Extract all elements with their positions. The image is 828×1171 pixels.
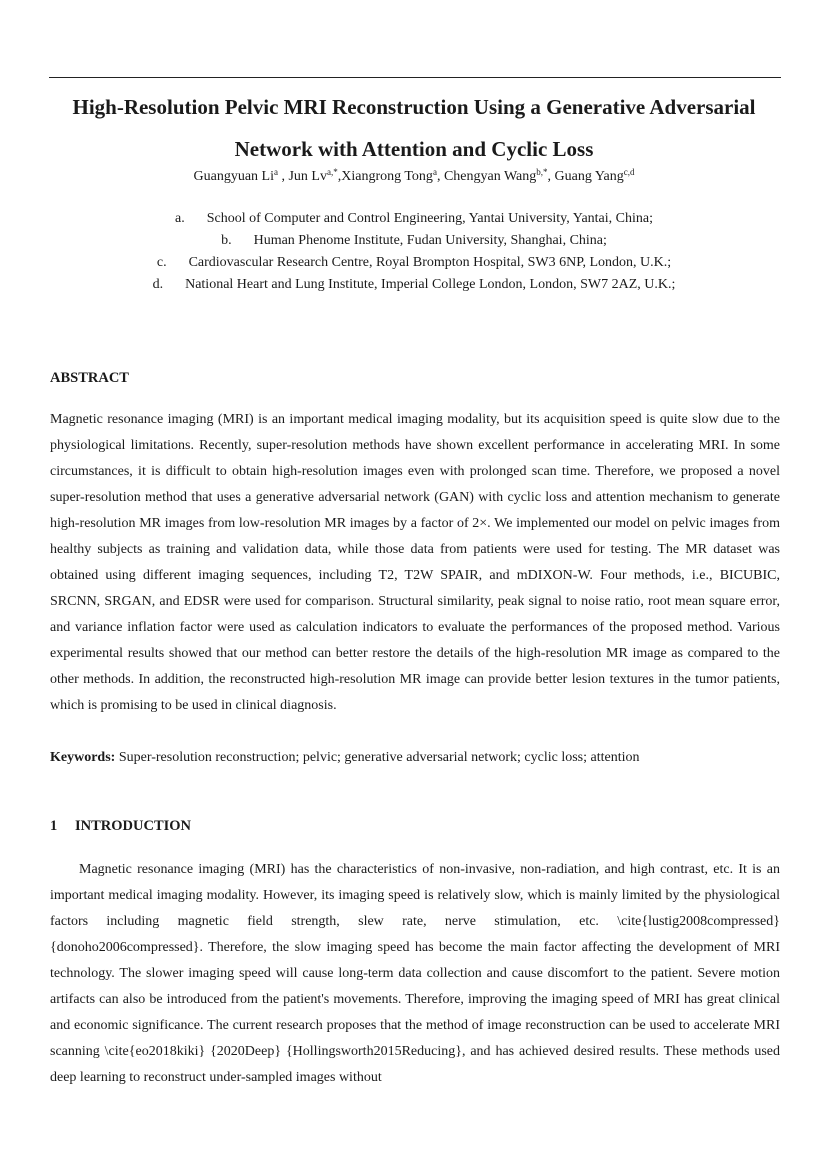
keywords — [50, 746, 780, 770]
affiliation-marker: b. — [221, 233, 232, 248]
author-name: Xiangrong Tong — [341, 169, 433, 184]
author-superscript: a — [273, 167, 278, 177]
author-separator: , — [436, 169, 444, 184]
author-separator: , — [337, 169, 342, 184]
keywords-text: Super-resolution reconstruction; pelvic; generative adversarial network; cyclic loss; attention — [115, 750, 640, 765]
author-list — [40, 167, 788, 187]
abstract-heading: ABSTRACT — [50, 370, 129, 386]
author-name: Chengyan Wang — [443, 169, 537, 184]
affiliation-text: School of Computer and Control Engineering, Yantai University, Yantai, China; — [206, 211, 653, 226]
introduction-heading — [50, 816, 191, 836]
keywords-label: Keywords: — [50, 750, 116, 765]
author-separator: , — [547, 169, 555, 184]
affiliation — [40, 274, 788, 296]
author-superscript: c,d — [623, 167, 635, 177]
affiliation-marker: a. — [175, 211, 185, 226]
top-rule — [49, 77, 781, 78]
affiliation-marker: c. — [156, 255, 167, 270]
title-line-1: High-Resolution Pelvic MRI Reconstruction Using a Generative Adversarial — [72, 95, 756, 119]
author-name: Guang Yang — [554, 169, 624, 184]
affiliation — [40, 208, 788, 230]
introduction-text: Magnetic resonance imaging (MRI) has the characteristics of non-invasive, non-radiation, and high contrast, etc. It is an important medical imaging modality. However, its imaging speed is relatively slow, which is mainly limited by the physiological factors including magnetic field strength, slew rate, nerve stimulation, etc. \cite{lustig2008compressed} {donoho2006compressed}. Therefore, the slow imaging speed has become the main factor affecting the development of MRI technology. The slower imaging speed will cause long-term data collection and cause discomfort to the patient. Severe motion artifacts can also be introduced from the patient's movements. Therefore, improving the imaging speed of MRI has great clinical and economic significance. The current research proposes that the method of image reconstruction can be used to accelerate MRI scanning \cite{eo2018kiki} {2020Deep} {Hollingsworth2015Reducing}, and has achieved desired results. These methods used deep learning to reconstruct under-sampled images without — [50, 862, 780, 1085]
affiliation-list — [40, 208, 788, 296]
section-title: INTRODUCTION — [75, 818, 192, 834]
paper-title — [40, 86, 788, 170]
author-name: Jun Lv — [288, 169, 327, 184]
title-line-2: Network with Attention and Cyclic Loss — [234, 137, 594, 161]
affiliation — [40, 252, 788, 274]
author-superscript: a — [432, 167, 437, 177]
author-superscript: a,* — [326, 167, 338, 177]
affiliation-marker: d. — [152, 277, 164, 292]
affiliation-text: Cardiovascular Research Centre, Royal Brompton Hospital, SW3 6NP, London, U.K.; — [188, 255, 672, 270]
author-separator: , — [277, 169, 289, 184]
section-number: 1 — [50, 818, 58, 834]
abstract-text: Magnetic resonance imaging (MRI) is an important medical imaging modality, but its acquisition speed is quite slow due to the physiological limitations. Recently, super-resolution methods have shown excellent performance in accelerating MRI. In some circumstances, it is difficult to obtain high-resolution images even with prolonged scan time. Therefore, we proposed a novel super-resolution method that uses a generative adversarial network (GAN) with cyclic loss and attention mechanism to generate high-resolution MR images from low-resolution MR images by a factor of 2×. We implemented our model on pelvic images from healthy subjects as training and validation data, while those data from patients were used for testing. The MR dataset was obtained using different imaging sequences, including T2, T2W SPAIR, and mDIXON-W. Four methods, i.e., BICUBIC, SRCNN, SRGAN, and EDSR were used for comparison. Structural similarity, peak signal to noise ratio, root mean square error, and variance inflation factor were used as calculation indicators to evaluate the performances of the proposed method. Various experimental results showed that our method can better restore the details of the high-resolution MR image as compared to the other methods. In addition, the reconstructed high-resolution MR image can provide better lesion textures in the tumor patients, which is promising to be used in clinical diagnosis. — [50, 412, 780, 713]
affiliation-text: National Heart and Lung Institute, Imperial College London, London, SW7 2AZ, U.K.; — [185, 277, 676, 292]
affiliation — [40, 230, 788, 252]
affiliation-text: Human Phenome Institute, Fudan University, Shanghai, China; — [253, 233, 607, 248]
author-name: Guangyuan Li — [193, 169, 274, 184]
author-superscript: b,* — [536, 167, 548, 177]
